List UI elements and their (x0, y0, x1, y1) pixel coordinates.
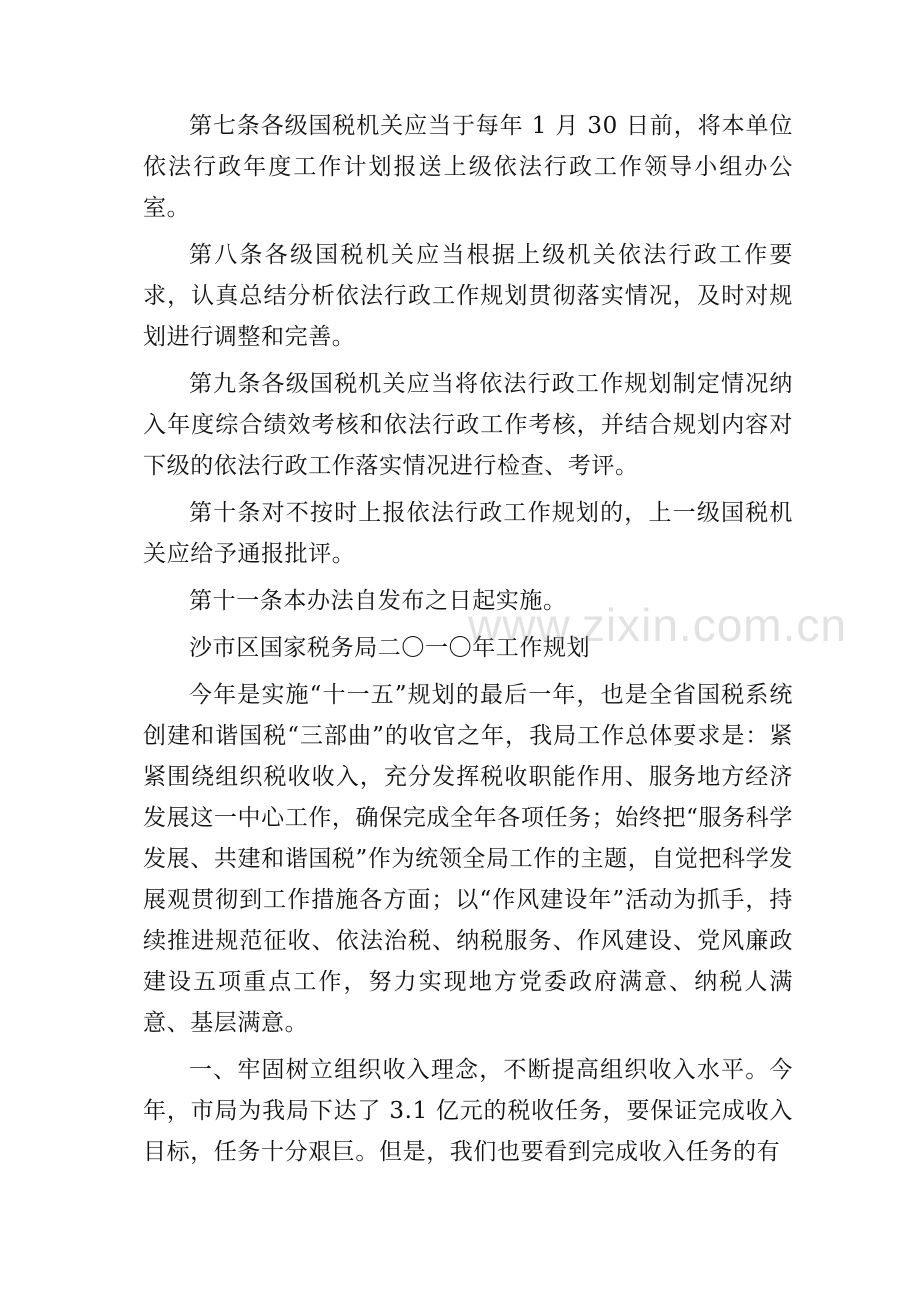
document-body (143, 106, 793, 1173)
watermark: www.zixin.com.cn (468, 599, 847, 651)
section-one-paragraph: 一、牢固树立组织收入理念，不断提高组织收入水平。今年，市局为我局下达了 3.1 亿元的税收任务，要保证完成收入目标，任务十分艰巨。但是，我们也要看到完成收入任务的有 (143, 1057, 793, 1165)
article-7-paragraph: 第七条各级国税机关应当于每年 1 月 30 日前，将本单位依法行政年度工作计划报送上级依法行政工作领导小组办公室。 (143, 113, 793, 221)
article-11-paragraph: 第十一条本办法自发布之日起实施。 (189, 588, 567, 614)
section-title: 沙市区国家税务局二〇一〇年工作规划 (189, 635, 591, 661)
article-9-paragraph: 第九条各级国税机关应当将依法行政工作规划制定情况纳入年度综合绩效考核和依法行政工作考核，并结合规划内容对下级的依法行政工作落实情况进行检查、考评。 (143, 371, 793, 479)
article-8-paragraph: 第八条各级国税机关应当根据上级机关依法行政工作要求，认真总结分析依法行政工作规划贯彻落实情况，及时对规划进行调整和完善。 (143, 242, 793, 350)
article-10-paragraph: 第十条对不按时上报依法行政工作规划的，上一级国税机关应给予通报批评。 (143, 500, 793, 567)
overview-paragraph: 今年是实施“十一五”规划的最后一年，也是全省国税系统创建和谐国税“三部曲”的收官之年，我局工作总体要求是：紧紧围绕组织税收收入，充分发挥税收职能作用、服务地方经济发展这一中心工作，确保完成全年各项任务；始终把“服务科学发展、共建和谐国税”作为统领全局工作的主题，自觉把科学发展观贯彻到工作措施各方面；以“作风建设年”活动为抓手，持续推进规范征收、依法治税、纳税服务、作风建设、党风廉政建设五项重点工作，努力实现地方党委政府满意、纳税人满意、基层满意。 (143, 682, 793, 1036)
